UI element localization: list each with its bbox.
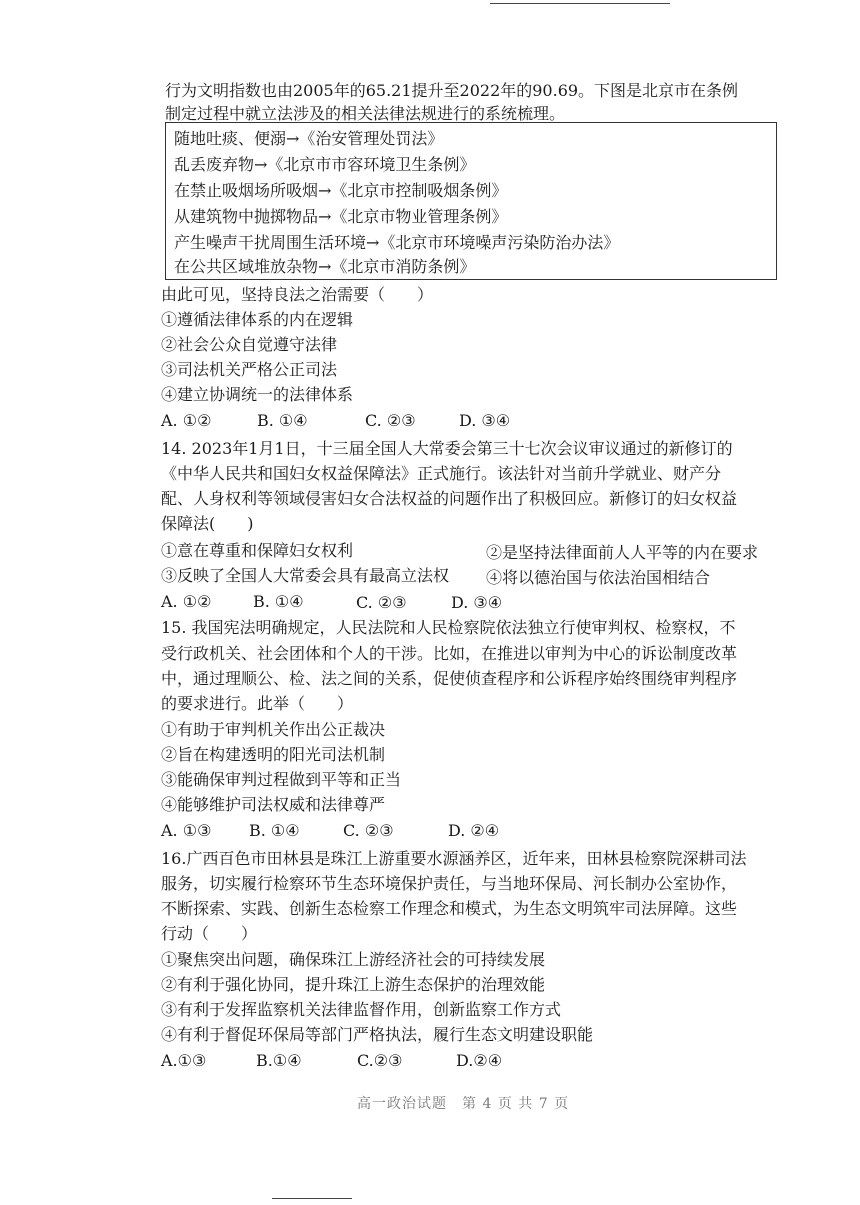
q15-stem: 中，通过理顺公、检、法之间的关系，促使侦查程序和公诉程序始终围绕审判程序 [161, 669, 738, 688]
q14-stem: 14. 2023年1月1日，十三届全国人大常委会第三十七次会议审议通过的新修订的 [161, 439, 733, 458]
q14-item: ②是坚持法律面前人人平等的内在要求 [486, 543, 759, 562]
q16-option-d: D.②④ [456, 1051, 503, 1070]
table-row: 从建筑物中抛掷物品→《北京市物业管理条例》 [174, 207, 508, 226]
q16-item: ③有利于发挥监察机关法律监督作用，创新监察工作方式 [161, 1000, 562, 1019]
q14-item: ③反映了全国人大常委会具有最高立法权 [161, 566, 450, 585]
q14-item: ④将以德治国与依法治国相结合 [486, 568, 711, 587]
q14-stem: 保障法( ) [161, 514, 254, 533]
q15-item: ③能确保审判过程做到平等和正当 [161, 770, 402, 789]
q16-stem: 服务，切实履行检察环节生态环境保护责任，与当地环保局、河长制办公室协作， [161, 874, 738, 893]
q15-option-b: B. ①④ [249, 821, 300, 840]
q16-item: ①聚焦突出问题，确保珠江上游经济社会的可持续发展 [161, 950, 546, 969]
q13-option-c: C. ②③ [365, 411, 416, 430]
q15-item: ②旨在构建透明的阳光司法机制 [161, 745, 386, 764]
q13-item: ④建立协调统一的法律体系 [161, 385, 354, 404]
q16-item: ②有利于强化协同，提升珠江上游生态保护的治理效能 [161, 975, 546, 994]
q13-option-d: D. ③④ [459, 411, 511, 430]
bottom-rule [272, 1198, 352, 1199]
q16-stem: 行动（ ） [161, 924, 258, 943]
page-footer: 高一政治试题 第 4 页 共 7 页 [357, 1096, 570, 1112]
q14-option-a: A. ①② [161, 592, 212, 611]
q16-item: ④有利于督促环保局等部门严格执法，履行生态文明建设职能 [161, 1025, 594, 1044]
q14-option-d: D. ③④ [451, 593, 503, 612]
intro-line-2: 制定过程中就立法涉及的相关法律法规进行的系统梳理。 [165, 104, 566, 123]
q15-item: ①有助于审判机关作出公正裁决 [161, 720, 386, 739]
q15-item: ④能够维护司法权威和法律尊严 [161, 795, 386, 814]
law-mapping-table [165, 122, 777, 280]
q14-option-c: C. ②③ [356, 593, 407, 612]
table-row: 乱丢废弃物→《北京市市容环境卫生条例》 [174, 155, 476, 174]
table-row: 在公共区域堆放杂物→《北京市消防条例》 [174, 257, 476, 276]
q16-option-a: A.①③ [161, 1051, 207, 1070]
q16-option-c: C.②③ [357, 1051, 403, 1070]
q15-stem: 受行政机关、社会团体和个人的干涉。比如，在推进以审判为中心的诉讼制度改革 [161, 644, 738, 663]
table-row: 在禁止吸烟场所吸烟→《北京市控制吸烟条例》 [174, 181, 508, 200]
q16-stem: 16.广西百色市田林县是珠江上游重要水源涵养区，近年来，田林县检察院深耕司法 [161, 849, 747, 868]
q13-stem: 由此可见，坚持良法之治需要（ ） [161, 285, 434, 304]
top-rule [490, 3, 670, 4]
q15-option-c: C. ②③ [343, 821, 394, 840]
q13-item: ①遵循法律体系的内在逻辑 [161, 310, 354, 329]
q13-item: ③司法机关严格公正司法 [161, 360, 338, 379]
q13-item: ②社会公众自觉遵守法律 [161, 335, 338, 354]
table-row: 随地吐痰、便溺→《治安管理处罚法》 [174, 129, 444, 148]
intro-line-1: 行为文明指数也由2005年的65.21提升至2022年的90.69。下图是北京市在条例 [165, 81, 739, 100]
table-row: 产生噪声干扰周围生活环境→《北京市环境噪声污染防治办法》 [174, 233, 620, 252]
q16-option-b: B.①④ [256, 1051, 302, 1070]
q14-item: ①意在尊重和保障妇女权利 [161, 541, 354, 560]
q13-option-a: A. ①② [161, 411, 212, 430]
q14-stem: 配、人身权利等领域侵害妇女合法权益的问题作出了积极回应。新修订的妇女权益 [161, 489, 738, 508]
q15-stem: 的要求进行。此举（ ） [161, 694, 354, 713]
q15-option-d: D. ②④ [448, 821, 500, 840]
q15-option-a: A. ①③ [161, 821, 212, 840]
q16-stem: 不断探索、实践、创新生态检察工作理念和模式，为生态文明筑牢司法屏障。这些 [161, 899, 738, 918]
q14-stem: 《中华人民共和国妇女权益保障法》正式施行。该法针对当前升学就业、财产分 [161, 464, 722, 483]
q14-option-b: B. ①④ [253, 592, 304, 611]
q13-option-b: B. ①④ [257, 411, 308, 430]
q15-stem: 15. 我国宪法明确规定，人民法院和人民检察院依法独立行使审判权、检察权，不 [161, 618, 736, 637]
